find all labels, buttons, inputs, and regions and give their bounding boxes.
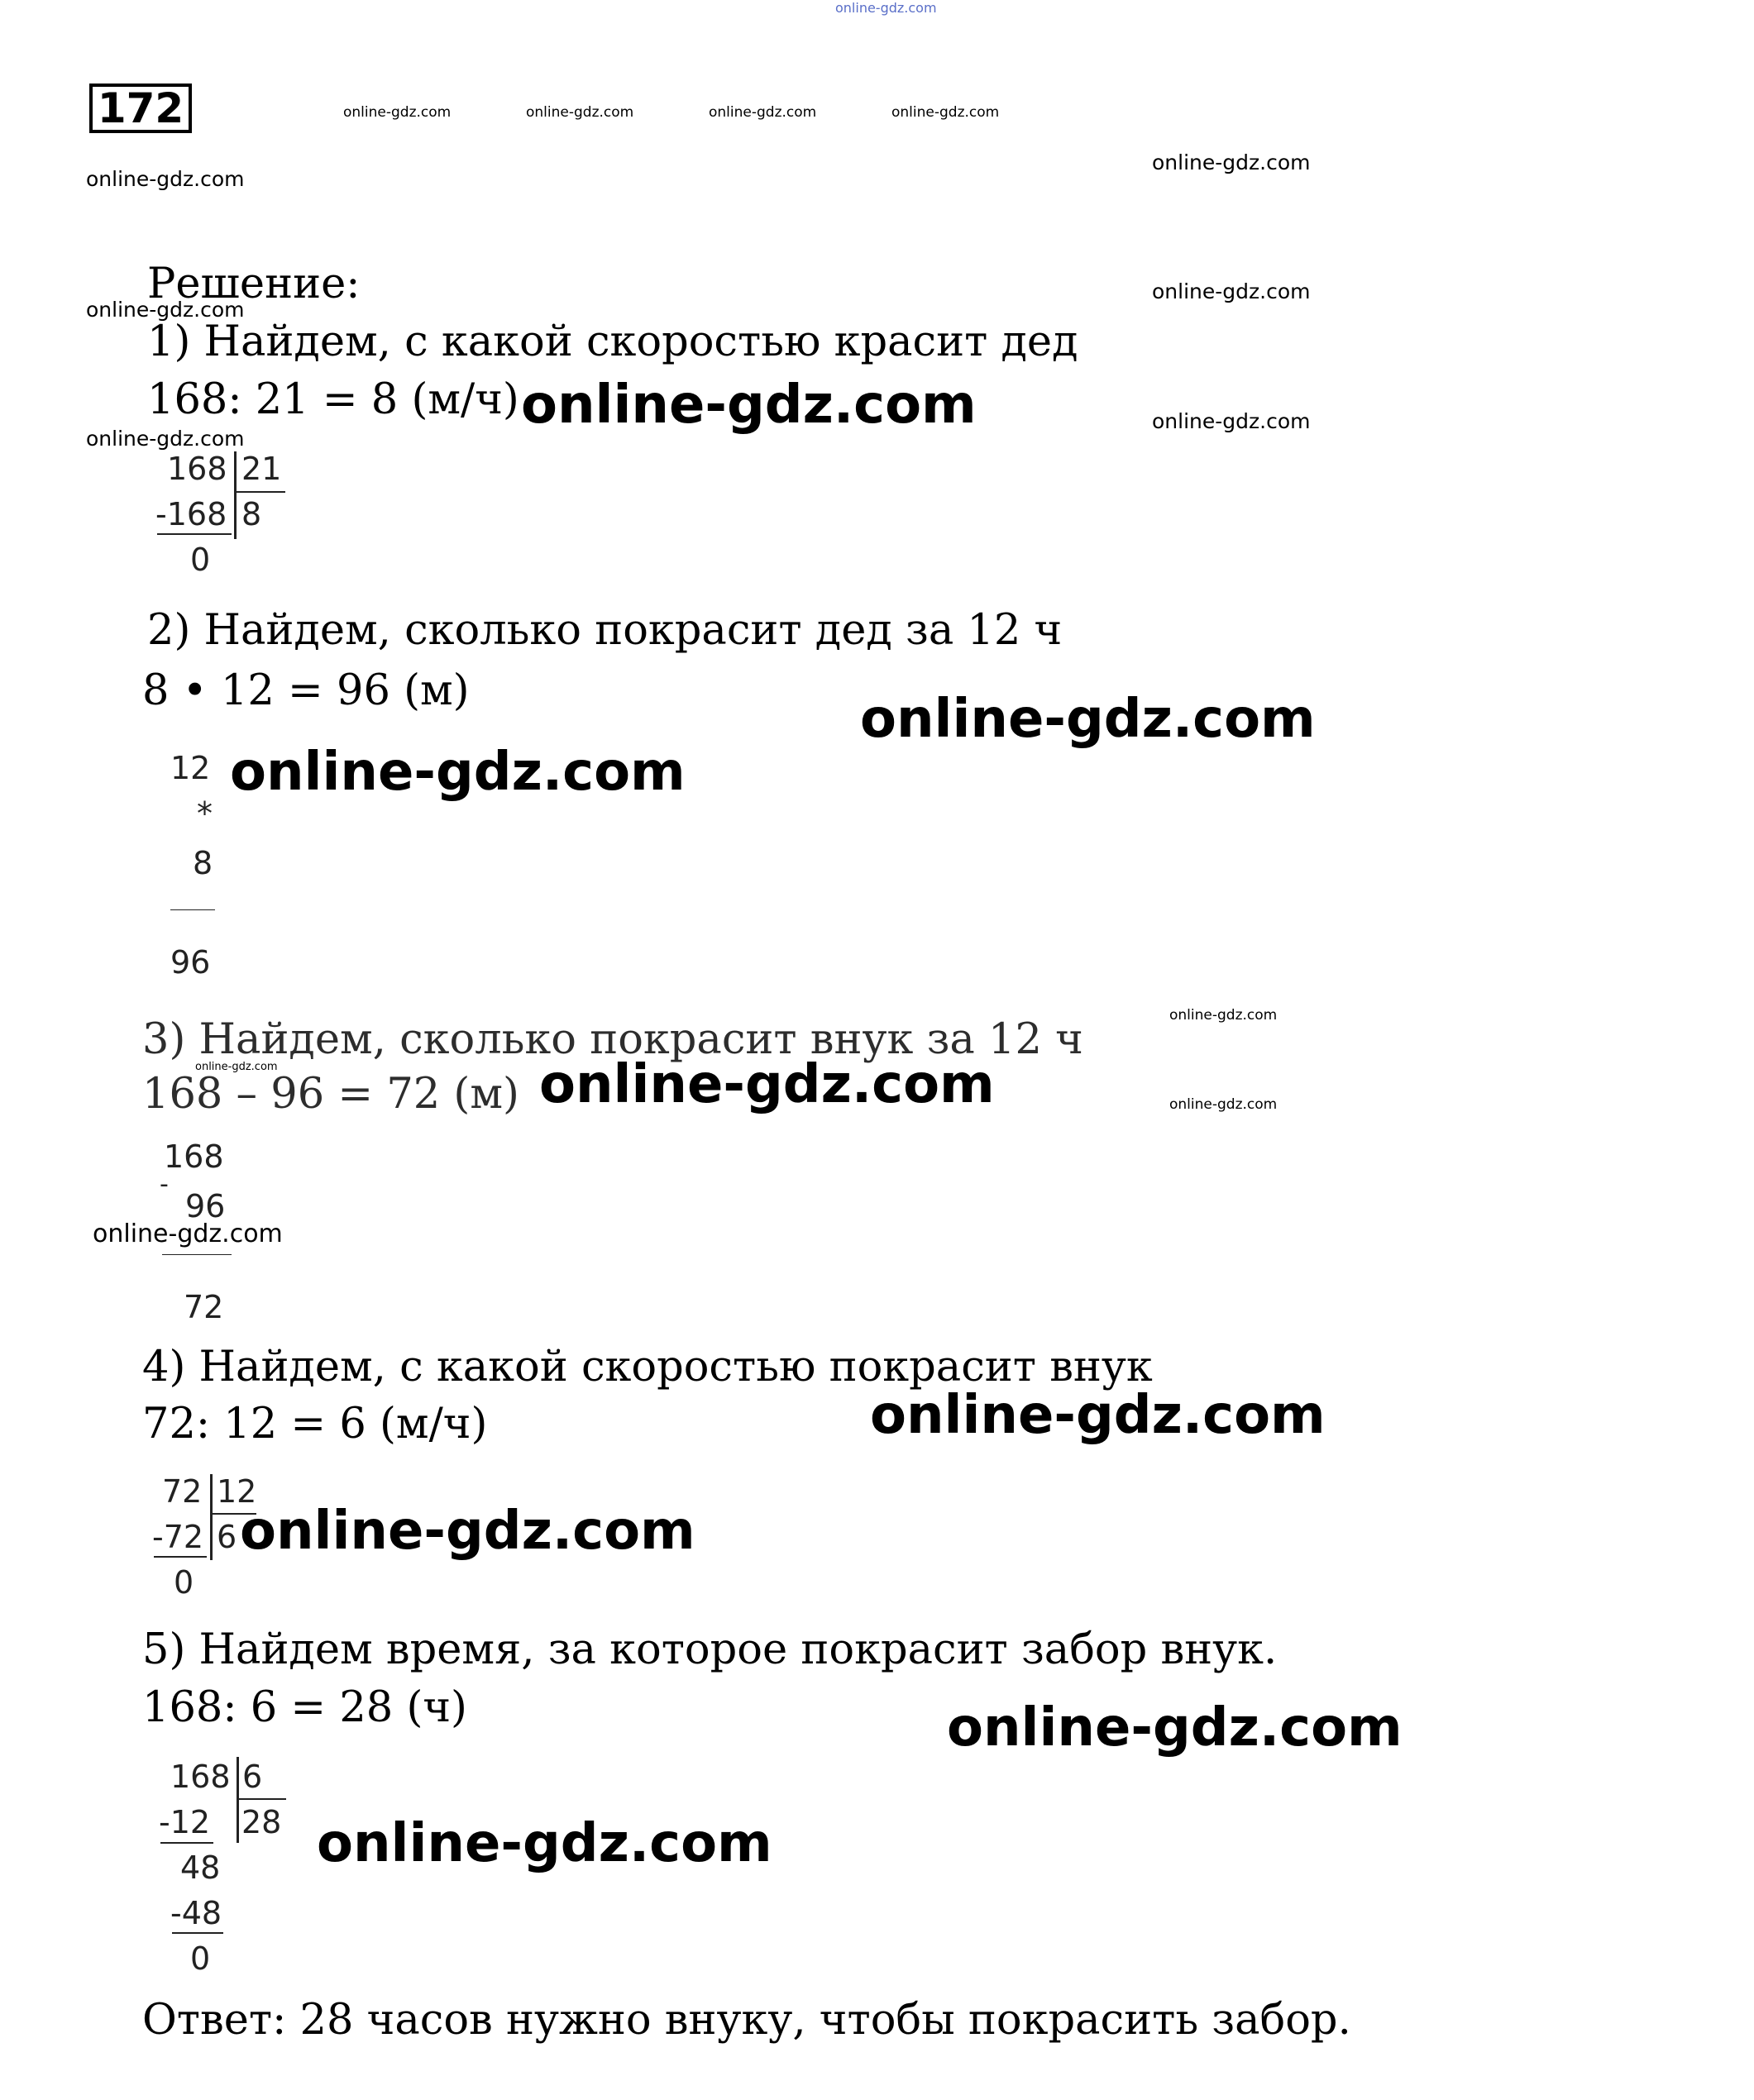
- intermediate: 48: [180, 1849, 221, 1886]
- step-5-title: 5) Найдем время, за которое покрасит забор внук.: [142, 1625, 1278, 1674]
- quotient: 8: [241, 496, 262, 532]
- step-4-expression: 72: 12 = 6 (м/ч): [142, 1400, 488, 1449]
- watermark: online-gdz.com: [86, 427, 245, 451]
- watermark: online-gdz.com: [1152, 409, 1311, 433]
- quotient: 6: [217, 1519, 237, 1555]
- watermark: online-gdz.com: [526, 104, 634, 121]
- watermark: online-gdz.com: [343, 104, 452, 121]
- step-2-title: 2) Найдем, сколько покрасит дед за 12 ч: [147, 606, 1063, 655]
- minus-sign: -: [160, 1170, 169, 1199]
- remainder: 0: [190, 1940, 211, 1977]
- subtrahend: -168: [155, 496, 227, 532]
- solution-heading: Решение:: [147, 260, 361, 308]
- watermark: online-gdz.com: [1152, 150, 1311, 174]
- dividend: 168: [170, 1759, 231, 1795]
- multiply-sign: *: [197, 795, 213, 832]
- difference: 72: [184, 1289, 224, 1325]
- watermark: online-gdz.com: [835, 0, 937, 16]
- remainder: 0: [174, 1564, 194, 1601]
- subtrahend-1: -12: [159, 1804, 211, 1840]
- factor-bottom: 8: [193, 845, 213, 881]
- dividend: 72: [162, 1473, 203, 1510]
- step-1-title: 1) Найдем, с какой скоростью красит дед: [147, 317, 1078, 366]
- watermark: online-gdz.com: [539, 1054, 995, 1115]
- watermark: online-gdz.com: [86, 167, 245, 191]
- watermark: online-gdz.com: [317, 1813, 772, 1874]
- watermark: online-gdz.com: [860, 689, 1316, 750]
- subtrahend: -72: [152, 1519, 204, 1555]
- watermark: online-gdz.com: [521, 375, 977, 436]
- watermark: online-gdz.com: [195, 1061, 278, 1073]
- step-3-title: 3) Найдем, сколько покрасит внук за 12 ч: [142, 1015, 1083, 1064]
- factor-top: 12: [170, 750, 211, 786]
- watermark: online-gdz.com: [240, 1501, 695, 1562]
- dividend: 168: [167, 451, 227, 487]
- step-3-expression: 168 – 96 = 72 (м): [142, 1070, 519, 1119]
- step-1-expression: 168: 21 = 8 (м/ч): [147, 375, 519, 424]
- divisor: 21: [241, 451, 282, 487]
- divisor: 12: [217, 1473, 257, 1510]
- watermark: online-gdz.com: [709, 104, 817, 121]
- step-2-expression: 8 • 12 = 96 (м): [142, 666, 470, 715]
- minuend: 168: [164, 1138, 224, 1175]
- answer: Ответ: 28 часов нужно внуку, чтобы покрасить забор.: [142, 1996, 1351, 2045]
- quotient: 28: [241, 1804, 282, 1840]
- subtrahend: 96: [185, 1188, 226, 1224]
- divisor: 6: [242, 1759, 263, 1795]
- watermark: online-gdz.com: [86, 298, 245, 322]
- watermark: online-gdz.com: [891, 104, 1000, 121]
- watermark: online-gdz.com: [1169, 1096, 1278, 1113]
- watermark: online-gdz.com: [947, 1697, 1403, 1759]
- watermark: online-gdz.com: [870, 1385, 1326, 1446]
- step-4-title: 4) Найдем, с какой скоростью покрасит внук: [142, 1343, 1153, 1391]
- product: 96: [170, 944, 211, 981]
- subtrahend-2: -48: [170, 1895, 222, 1931]
- task-number: 172: [89, 84, 192, 133]
- watermark: online-gdz.com: [1169, 1007, 1278, 1024]
- watermark: online-gdz.com: [230, 742, 686, 803]
- watermark: online-gdz.com: [1152, 279, 1311, 303]
- step-5-expression: 168: 6 = 28 (ч): [142, 1683, 467, 1732]
- remainder: 0: [190, 542, 211, 578]
- watermark: online-gdz.com: [93, 1219, 283, 1248]
